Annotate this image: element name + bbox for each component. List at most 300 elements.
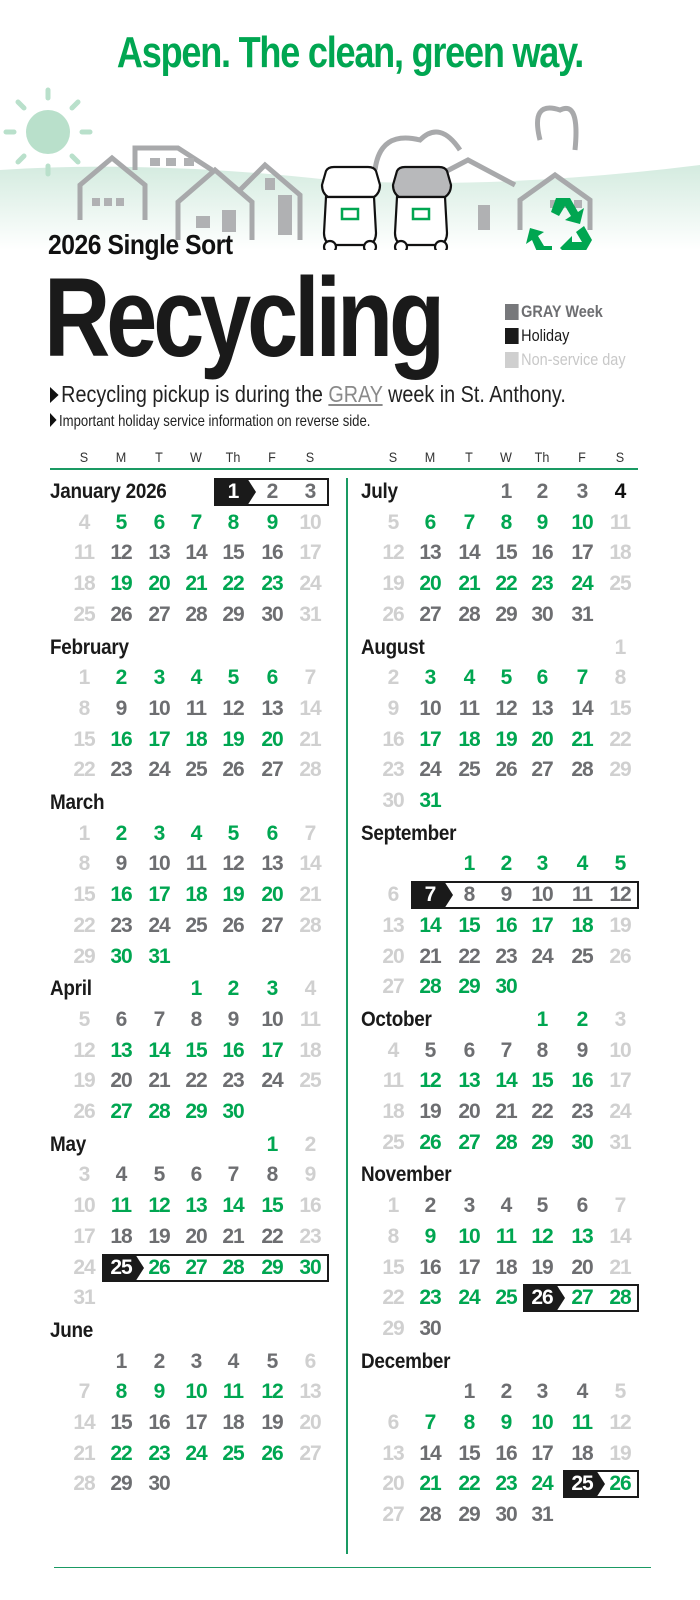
calendar-day: 6 [424, 510, 436, 534]
recycling-bin-gray-icon [393, 167, 451, 250]
calendar-day: 23 [571, 1100, 593, 1123]
calendar-day: 7 [424, 1411, 436, 1434]
calendar-day: 26 [609, 1472, 631, 1496]
calendar-day: 16 [419, 1255, 441, 1279]
calendar-day: 1 [78, 821, 90, 845]
calendar-day: 27 [261, 913, 283, 937]
calendar-day: 9 [115, 852, 127, 876]
calendar-day: 1 [536, 1007, 548, 1031]
calendar-day: 10 [148, 852, 170, 876]
calendar-day: 19 [609, 1441, 631, 1465]
weekday-label: T [465, 449, 473, 465]
calendar-day: 25 [73, 602, 95, 626]
calendar-day: 11 [299, 1007, 321, 1031]
calendar-day: 5 [78, 1007, 90, 1031]
calendar-day: 9 [536, 510, 548, 534]
calendar-day: 19 [609, 913, 631, 937]
calendar-day: 30 [419, 1316, 441, 1340]
calendar-day: 28 [571, 758, 593, 782]
calendar-day: 22 [382, 1286, 404, 1310]
calendar-day: 14 [299, 696, 321, 720]
month-name: June [50, 1318, 94, 1342]
calendar-day: 6 [387, 1411, 399, 1434]
calendar-day: 2 [536, 480, 548, 503]
calendar-day: 22 [73, 913, 95, 937]
weekday-label: W [500, 449, 512, 465]
column-divider [346, 478, 348, 1554]
calendar-day: 8 [190, 1007, 202, 1031]
calendar-day: 25 [571, 944, 593, 968]
calendar-day: 23 [299, 1224, 321, 1248]
calendar-day: 23 [531, 572, 553, 596]
calendar-day: 11 [222, 1380, 244, 1404]
calendar-day: 17 [148, 883, 170, 907]
calendar-day: 10 [185, 1380, 207, 1404]
calendar-day: 12 [382, 541, 404, 565]
gray-highlight: GRAY [328, 381, 383, 407]
calendar-day: 15 [110, 1411, 132, 1434]
calendar-day: 20 [571, 1255, 593, 1279]
triangle-bullet-icon [50, 413, 57, 427]
calendar-day: 15 [531, 1069, 553, 1093]
calendar-day: 31 [148, 944, 170, 968]
calendar-day: 10 [148, 696, 170, 720]
weekday-label: W [190, 449, 202, 465]
calendar-day: 24 [299, 572, 321, 596]
calendar-day: 26 [531, 1286, 553, 1310]
calendar-day: 30 [110, 944, 132, 968]
legend-holiday: Holiday [505, 324, 626, 348]
calendar-day: 10 [531, 1411, 553, 1434]
month-name: July [361, 480, 398, 503]
calendar-day: 5 [115, 510, 127, 534]
calendar-day: 7 [463, 510, 475, 534]
calendar-day: 12 [110, 541, 132, 565]
calendar-day: 11 [571, 883, 593, 907]
calendar-day: 25 [495, 1286, 517, 1310]
calendar-day: 6 [266, 821, 278, 845]
calendar-day: 22 [73, 758, 95, 782]
calendar-day: 5 [614, 1380, 626, 1404]
calendar-day: 8 [387, 1224, 399, 1248]
calendar-day: 11 [185, 852, 207, 876]
calendar-day: 7 [227, 1163, 239, 1187]
calendar-day: 13 [299, 1380, 321, 1404]
calendar-day: 27 [571, 1286, 593, 1310]
calendar-day: 28 [609, 1286, 631, 1310]
calendar-day: 16 [148, 1411, 170, 1434]
month-name: April [50, 977, 92, 1001]
calendar-day: 8 [463, 1411, 475, 1434]
calendar-day: 7 [576, 666, 588, 690]
calendar-day: 14 [419, 1441, 441, 1465]
calendar-day: 8 [227, 510, 239, 534]
calendar-day: 18 [73, 572, 95, 596]
calendar-day: 21 [299, 883, 321, 907]
calendar-day: 27 [299, 1441, 321, 1465]
calendar-day: 3 [153, 666, 165, 690]
month-name: September [361, 821, 457, 845]
calendar-day: 20 [261, 883, 283, 907]
calendar-day: 8 [78, 852, 90, 876]
calendar-day: 30 [261, 602, 283, 626]
calendar-day: 12 [495, 696, 517, 720]
calendar-day: 15 [609, 696, 631, 720]
calendar-day: 8 [463, 883, 475, 907]
calendar-day: 2 [500, 1380, 512, 1404]
calendar-day: 3 [614, 1007, 626, 1031]
calendar-day: 31 [299, 602, 321, 626]
calendar-day: 5 [387, 510, 399, 534]
month-name: November [361, 1163, 452, 1187]
calendar-day: 6 [153, 510, 165, 534]
calendar-day: 30 [495, 975, 517, 999]
calendar-day: 16 [495, 1441, 517, 1465]
calendar-day: 29 [73, 944, 95, 968]
calendar-day: 21 [299, 727, 321, 751]
calendar-day: 13 [382, 913, 404, 937]
light-gray-swatch-icon [505, 352, 519, 368]
calendar-day: 21 [73, 1441, 95, 1465]
calendar-day: 29 [110, 1472, 132, 1496]
calendar-day: 19 [531, 1255, 553, 1279]
calendar-day: 1 [463, 852, 475, 876]
calendar-day: 23 [382, 758, 404, 782]
calendar-day: 17 [261, 1038, 283, 1062]
info-pickup-week: Recycling pickup is during the GRAY week in St. Anthony. [50, 381, 566, 408]
calendar-day: 13 [261, 696, 283, 720]
calendar-day: 28 [419, 975, 441, 999]
calendar-day: 25 [110, 1255, 132, 1279]
calendar-day: 16 [110, 727, 132, 751]
calendar-day: 21 [148, 1069, 170, 1093]
calendar-day: 9 [227, 1007, 239, 1031]
recycling-bin-white-icon [322, 167, 380, 250]
calendar-day: 11 [609, 510, 631, 534]
calendar-day: 11 [73, 541, 95, 565]
calendar-day: 25 [571, 1472, 593, 1496]
calendar-day: 8 [536, 1038, 548, 1062]
month-name: March [50, 791, 105, 814]
calendar-day: 20 [458, 1100, 480, 1123]
calendar-day: 2 [576, 1007, 588, 1031]
calendar-day: 1 [190, 977, 202, 1001]
calendar-day: 25 [222, 1441, 244, 1465]
calendar-day: 9 [387, 696, 399, 720]
calendar-day: 4 [115, 1163, 127, 1187]
calendar-day: 16 [531, 541, 553, 565]
calendar-day: 29 [222, 602, 244, 626]
calendar-day: 4 [576, 1380, 588, 1404]
calendar-day: 26 [110, 602, 132, 626]
calendar-day: 19 [382, 572, 404, 596]
calendar-day: 10 [531, 883, 553, 907]
weekday-label: F [268, 449, 276, 465]
calendar-day: 2 [500, 852, 512, 876]
calendar-day: 14 [458, 541, 480, 565]
calendar-day: 13 [419, 541, 441, 565]
calendar-day: 1 [227, 480, 239, 503]
calendar-day: 5 [536, 1194, 548, 1218]
top-divider [50, 468, 638, 470]
calendar-day: 12 [419, 1069, 441, 1093]
calendar-day: 6 [576, 1194, 588, 1218]
calendar-day: 4 [614, 480, 626, 503]
calendar-day: 19 [261, 1411, 283, 1434]
calendar-day: 11 [495, 1224, 517, 1248]
calendar-day: 13 [185, 1194, 207, 1218]
weekday-label: S [615, 449, 625, 465]
calendar-day: 24 [609, 1100, 631, 1123]
calendar-day: 3 [153, 821, 165, 845]
calendar-day: 1 [115, 1349, 127, 1373]
calendar-day: 30 [299, 1255, 321, 1279]
calendar-day: 5 [227, 821, 239, 845]
legend-gray-week: GRAY Week [505, 300, 626, 324]
calendar-day: 20 [148, 572, 170, 596]
calendar-day: 13 [148, 541, 170, 565]
calendar-day: 25 [299, 1069, 321, 1093]
calendar-day: 20 [299, 1411, 321, 1434]
page-title: Recycling [44, 255, 441, 380]
calendar-day: 18 [458, 727, 480, 751]
calendar-day: 18 [495, 1255, 517, 1279]
calendar-day: 4 [190, 821, 202, 845]
calendar-day: 27 [261, 758, 283, 782]
calendar-day: 27 [110, 1100, 132, 1123]
neighborhood-illustration [0, 70, 700, 250]
calendar-day: 14 [299, 852, 321, 876]
calendar-day: 7 [153, 1007, 165, 1031]
calendar-day: 5 [500, 666, 512, 690]
calendar-day: 10 [261, 1007, 283, 1031]
calendar-day: 4 [227, 1349, 239, 1373]
calendar-day: 18 [382, 1100, 404, 1123]
calendar-day: 18 [571, 1441, 593, 1465]
calendar-day: 29 [185, 1100, 207, 1123]
calendar-day: 28 [495, 1130, 517, 1154]
calendar-day: 21 [571, 727, 593, 751]
calendar-day: 28 [148, 1100, 170, 1123]
calendar-day: 1 [78, 666, 90, 690]
calendar-day: 20 [185, 1224, 207, 1248]
calendar-day: 17 [458, 1255, 480, 1279]
calendar-day: 4 [78, 510, 90, 534]
calendar-day: 28 [73, 1472, 95, 1496]
calendar-day: 9 [424, 1224, 436, 1248]
calendar-day: 20 [531, 727, 553, 751]
legend [505, 300, 647, 372]
month-name: October [361, 1007, 432, 1031]
calendar-day: 3 [266, 977, 278, 1001]
calendar-day: 13 [458, 1069, 480, 1093]
calendar-day: 23 [148, 1441, 170, 1465]
calendar-day: 7 [304, 821, 316, 845]
calendar-day: 25 [185, 913, 207, 937]
calendar-day: 2 [266, 480, 278, 503]
calendar-day: 22 [222, 572, 244, 596]
calendar-day: 22 [261, 1224, 283, 1248]
calendar-day: 15 [458, 1441, 480, 1465]
calendar-day: 13 [571, 1224, 593, 1248]
month-name: February [50, 635, 129, 659]
calendar-day: 23 [110, 758, 132, 782]
calendar-day: 30 [148, 1472, 170, 1496]
month-name: December [361, 1349, 451, 1373]
sun-icon [6, 90, 90, 174]
calendar-day: 31 [531, 1503, 553, 1527]
calendar-day: 1 [266, 1132, 278, 1156]
calendar-day: 3 [424, 666, 436, 690]
calendar-day: 6 [266, 666, 278, 690]
calendar-day: 3 [536, 1380, 548, 1404]
calendar-day: 21 [419, 1472, 441, 1496]
calendar-day: 11 [458, 696, 480, 720]
calendar-day: 6 [115, 1007, 127, 1031]
calendar-day: 2 [304, 1132, 316, 1156]
calendar-day: 17 [73, 1224, 95, 1248]
calendar-day: 20 [110, 1069, 132, 1093]
calendar-day: 23 [261, 572, 283, 596]
calendar-day: 22 [531, 1100, 553, 1123]
calendar-day: 31 [73, 1286, 95, 1310]
calendar-day: 22 [110, 1441, 132, 1465]
calendar-day: 24 [73, 1255, 95, 1279]
calendar-day: 12 [73, 1038, 95, 1062]
calendar-day: 30 [382, 789, 404, 812]
calendar-day: 31 [609, 1130, 631, 1154]
calendar-day: 27 [458, 1130, 480, 1154]
calendar-day: 9 [500, 883, 512, 907]
calendar-day: 24 [458, 1286, 480, 1310]
calendar-day: 12 [222, 696, 244, 720]
calendar-day: 27 [382, 1503, 404, 1527]
calendar-day: 16 [571, 1069, 593, 1093]
calendar-day: 20 [382, 944, 404, 968]
calendar-day: 20 [382, 1472, 404, 1496]
calendar-day: 15 [73, 727, 95, 751]
calendar-day: 21 [222, 1224, 244, 1248]
calendar-day: 14 [73, 1411, 95, 1434]
calendar-day: 14 [571, 696, 593, 720]
weekday-label: S [79, 449, 89, 465]
calendar-day: 26 [148, 1255, 170, 1279]
calendar-day: 31 [419, 789, 441, 812]
calendar-day: 8 [115, 1380, 127, 1404]
weekday-label: M [424, 449, 436, 465]
calendar-day: 11 [382, 1069, 404, 1093]
calendar-day: 4 [463, 666, 475, 690]
calendar-day: 2 [387, 666, 399, 690]
calendar-day: 12 [609, 1411, 631, 1434]
calendar-day: 24 [531, 1472, 553, 1496]
calendar-day: 22 [495, 572, 517, 596]
weekday-label: S [305, 449, 315, 465]
calendar-day: 27 [419, 602, 441, 626]
calendar-day: 13 [110, 1038, 132, 1062]
calendar-day: 4 [304, 977, 316, 1001]
calendar-day: 29 [531, 1130, 553, 1154]
calendar-day: 13 [382, 1441, 404, 1465]
calendar-day: 6 [387, 883, 399, 907]
calendar-day: 24 [261, 1069, 283, 1093]
calendar-day: 4 [387, 1038, 399, 1062]
calendar-day: 18 [609, 541, 631, 565]
calendar-day: 15 [185, 1038, 207, 1062]
calendar-day: 29 [458, 1503, 480, 1527]
calendar-day: 21 [458, 572, 480, 596]
calendar-day: 10 [609, 1038, 631, 1062]
calendar-day: 19 [73, 1069, 95, 1093]
calendar-day: 2 [115, 666, 127, 690]
calendar-day: 16 [382, 727, 404, 751]
calendar-day: 14 [148, 1038, 170, 1062]
calendar-day: 11 [185, 696, 207, 720]
calendar-day: 23 [419, 1286, 441, 1310]
calendar-day: 28 [185, 602, 207, 626]
calendar-day: 7 [614, 1194, 626, 1218]
calendar-day: 7 [304, 666, 316, 690]
calendar-day: 20 [419, 572, 441, 596]
calendar-day: 13 [531, 696, 553, 720]
calendar-day: 10 [571, 510, 593, 534]
calendar-day: 13 [261, 852, 283, 876]
calendar-day: 29 [261, 1255, 283, 1279]
calendar-day: 28 [222, 1255, 244, 1279]
calendar-day: 4 [500, 1194, 512, 1218]
calendar-day: 24 [571, 572, 593, 596]
calendar-day: 26 [382, 602, 404, 626]
calendar-day: 24 [185, 1441, 207, 1465]
calendar-day: 26 [495, 758, 517, 782]
calendar-day: 2 [115, 821, 127, 845]
calendar-day: 3 [304, 480, 316, 503]
info-holiday-note: Important holiday service information on reverse side. [50, 413, 370, 431]
calendar-day: 22 [458, 944, 480, 968]
calendar-day: 1 [387, 1194, 399, 1218]
calendar-day: 4 [576, 852, 588, 876]
calendar-day: 28 [458, 602, 480, 626]
calendar-day: 5 [614, 852, 626, 876]
calendar-day: 31 [571, 602, 593, 626]
calendar-day: 14 [419, 913, 441, 937]
calendar-day: 8 [614, 666, 626, 690]
calendar-day: 10 [419, 696, 441, 720]
calendar-day: 1 [614, 635, 626, 659]
calendar-day: 9 [153, 1380, 165, 1404]
calendar-day: 2 [424, 1194, 436, 1218]
calendar-day: 8 [78, 696, 90, 720]
calendar-day: 19 [419, 1100, 441, 1123]
weekday-label: Th [534, 449, 550, 465]
calendar-day: 17 [148, 727, 170, 751]
calendar-day: 2 [227, 977, 239, 1001]
calendar-day: 24 [419, 758, 441, 782]
calendar-day: 2 [153, 1349, 165, 1373]
calendar-day: 17 [185, 1411, 207, 1434]
calendar-day: 27 [148, 602, 170, 626]
calendar-day: 25 [382, 1130, 404, 1154]
calendar-day: 11 [571, 1411, 593, 1434]
calendar-day: 6 [190, 1163, 202, 1187]
calendar-day: 15 [458, 913, 480, 937]
weekday-label: T [155, 449, 163, 465]
calendar-day: 12 [148, 1194, 170, 1218]
calendar-day: 12 [222, 852, 244, 876]
black-swatch-icon [505, 328, 519, 344]
calendar-day: 19 [148, 1224, 170, 1248]
bottom-divider [54, 1567, 651, 1568]
